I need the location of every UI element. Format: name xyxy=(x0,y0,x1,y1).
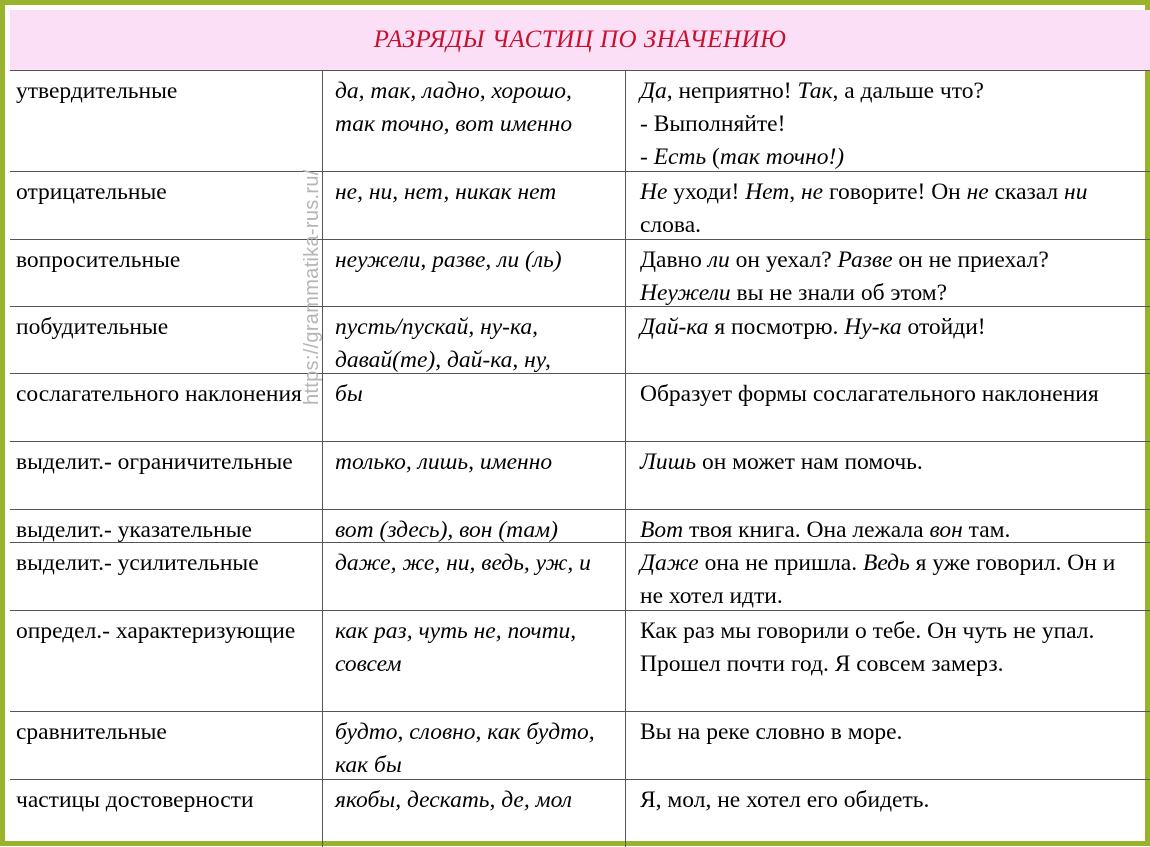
example-particle: Ну-ка xyxy=(844,314,902,340)
example-particle: Дай-ка xyxy=(640,314,709,340)
example-particle: Да xyxy=(640,78,667,104)
example-text: ( xyxy=(706,144,720,170)
example-cell xyxy=(626,442,1150,510)
particles-cell: бы xyxy=(323,374,626,442)
example-text: Давно xyxy=(640,247,708,273)
example-cell xyxy=(626,240,1150,307)
example-text: Образует формы сослагательного наклонения xyxy=(640,381,1099,407)
example-particle: ли xyxy=(707,247,730,273)
example-text: Я, мол, не хотел его обидеть. xyxy=(640,787,930,813)
example-text: слова. xyxy=(640,212,701,238)
particles-cell: вот (здесь), вон (там) xyxy=(323,510,626,543)
category-cell: побудительные xyxy=(10,307,323,374)
particles-cell: как раз, чуть не, почти, совсем xyxy=(323,611,626,712)
example-cell xyxy=(626,71,1150,172)
particles-cell: пусть/пускай, ну-ка, давай(те), дай-ка, ну, xyxy=(323,307,626,374)
category-cell: выделит.- ограничительные xyxy=(10,442,323,510)
example-cell xyxy=(626,611,1150,712)
category-cell: выделит.- указательные xyxy=(10,510,323,543)
category-cell: определ.- характеризующие xyxy=(10,611,323,712)
example-cell xyxy=(626,780,1150,847)
example-text: говорите! Он xyxy=(823,179,967,205)
category-cell: сравнительные xyxy=(10,712,323,780)
table-title: РАЗРЯДЫ ЧАСТИЦ ПО ЗНАЧЕНИЮ xyxy=(10,10,1150,71)
particles-cell: неужели, разве, ли (ль) xyxy=(323,240,626,307)
example-particle: Так xyxy=(797,78,833,104)
example-text: сказал xyxy=(988,179,1065,205)
example-particle: так точно!) xyxy=(719,144,845,170)
particles-table xyxy=(10,10,1150,846)
example-particle: Нет xyxy=(745,179,790,205)
example-particle: Ведь xyxy=(862,550,910,576)
particles-cell: будто, словно, как будто, как бы xyxy=(323,712,626,780)
example-cell xyxy=(626,172,1150,240)
example-particle: Разве xyxy=(837,247,893,273)
example-cell xyxy=(626,543,1150,611)
particles-cell: да, так, ладно, хорошо, так точно, вот именно xyxy=(323,71,626,172)
example-text: твоя книга. Она лежала xyxy=(683,517,930,543)
category-cell: отрицательные xyxy=(10,172,323,240)
example-particle: ни xyxy=(1064,179,1088,205)
example-text: я посмотрю. xyxy=(708,314,845,340)
example-text: - Выполняйте! xyxy=(640,111,786,137)
example-particle: Есть xyxy=(653,144,707,170)
example-particle: вон xyxy=(929,517,963,543)
example-text: она не пришла. xyxy=(698,550,863,576)
category-cell: утвердительные xyxy=(10,71,323,172)
example-text: там. xyxy=(962,517,1011,543)
example-particle: не xyxy=(966,179,989,205)
example-particle: Вот xyxy=(640,517,684,543)
category-cell: частицы достоверности xyxy=(10,780,323,847)
example-text: он может нам помочь. xyxy=(696,449,923,475)
example-particle: не xyxy=(801,179,824,205)
example-cell xyxy=(626,510,1150,543)
example-cell xyxy=(626,712,1150,780)
category-cell: вопросительные xyxy=(10,240,323,307)
category-cell: сослагательного наклонения xyxy=(10,374,323,442)
example-text: , неприятно! xyxy=(666,78,798,104)
example-cell xyxy=(626,374,1150,442)
category-cell: выделит.- усилительные xyxy=(10,543,323,611)
particles-cell: якобы, дескать, де, мол xyxy=(323,780,626,847)
example-text: , xyxy=(789,179,802,205)
example-text: Как раз мы говорили о тебе. Он чуть не упал. Прошел почти год. Я совсем замерз. xyxy=(640,618,1095,677)
example-text: , а дальше что? xyxy=(832,78,984,104)
example-text: он не приехал? xyxy=(892,247,1049,273)
particles-cell: только, лишь, именно xyxy=(323,442,626,510)
example-particle: Не xyxy=(640,179,668,205)
example-text: уходи! xyxy=(667,179,746,205)
example-text: я уже говорил. Он и не хотел идти. xyxy=(640,550,1116,609)
example-text: отойди! xyxy=(901,314,986,340)
particles-cell: не, ни, нет, никак нет xyxy=(323,172,626,240)
example-text: - xyxy=(640,144,654,170)
example-particle: Даже xyxy=(640,550,699,576)
example-text: он уехал? xyxy=(729,247,838,273)
particles-cell: даже, же, ни, ведь, уж, и xyxy=(323,543,626,611)
example-particle: Неужели xyxy=(640,280,731,306)
watermark: https://grammatika-rus.ru/ xyxy=(301,169,323,405)
example-text: Вы на реке словно в море. xyxy=(640,719,903,745)
example-cell xyxy=(626,307,1150,374)
example-particle: Лишь xyxy=(640,449,697,475)
example-text: вы не знали об этом? xyxy=(730,280,948,306)
